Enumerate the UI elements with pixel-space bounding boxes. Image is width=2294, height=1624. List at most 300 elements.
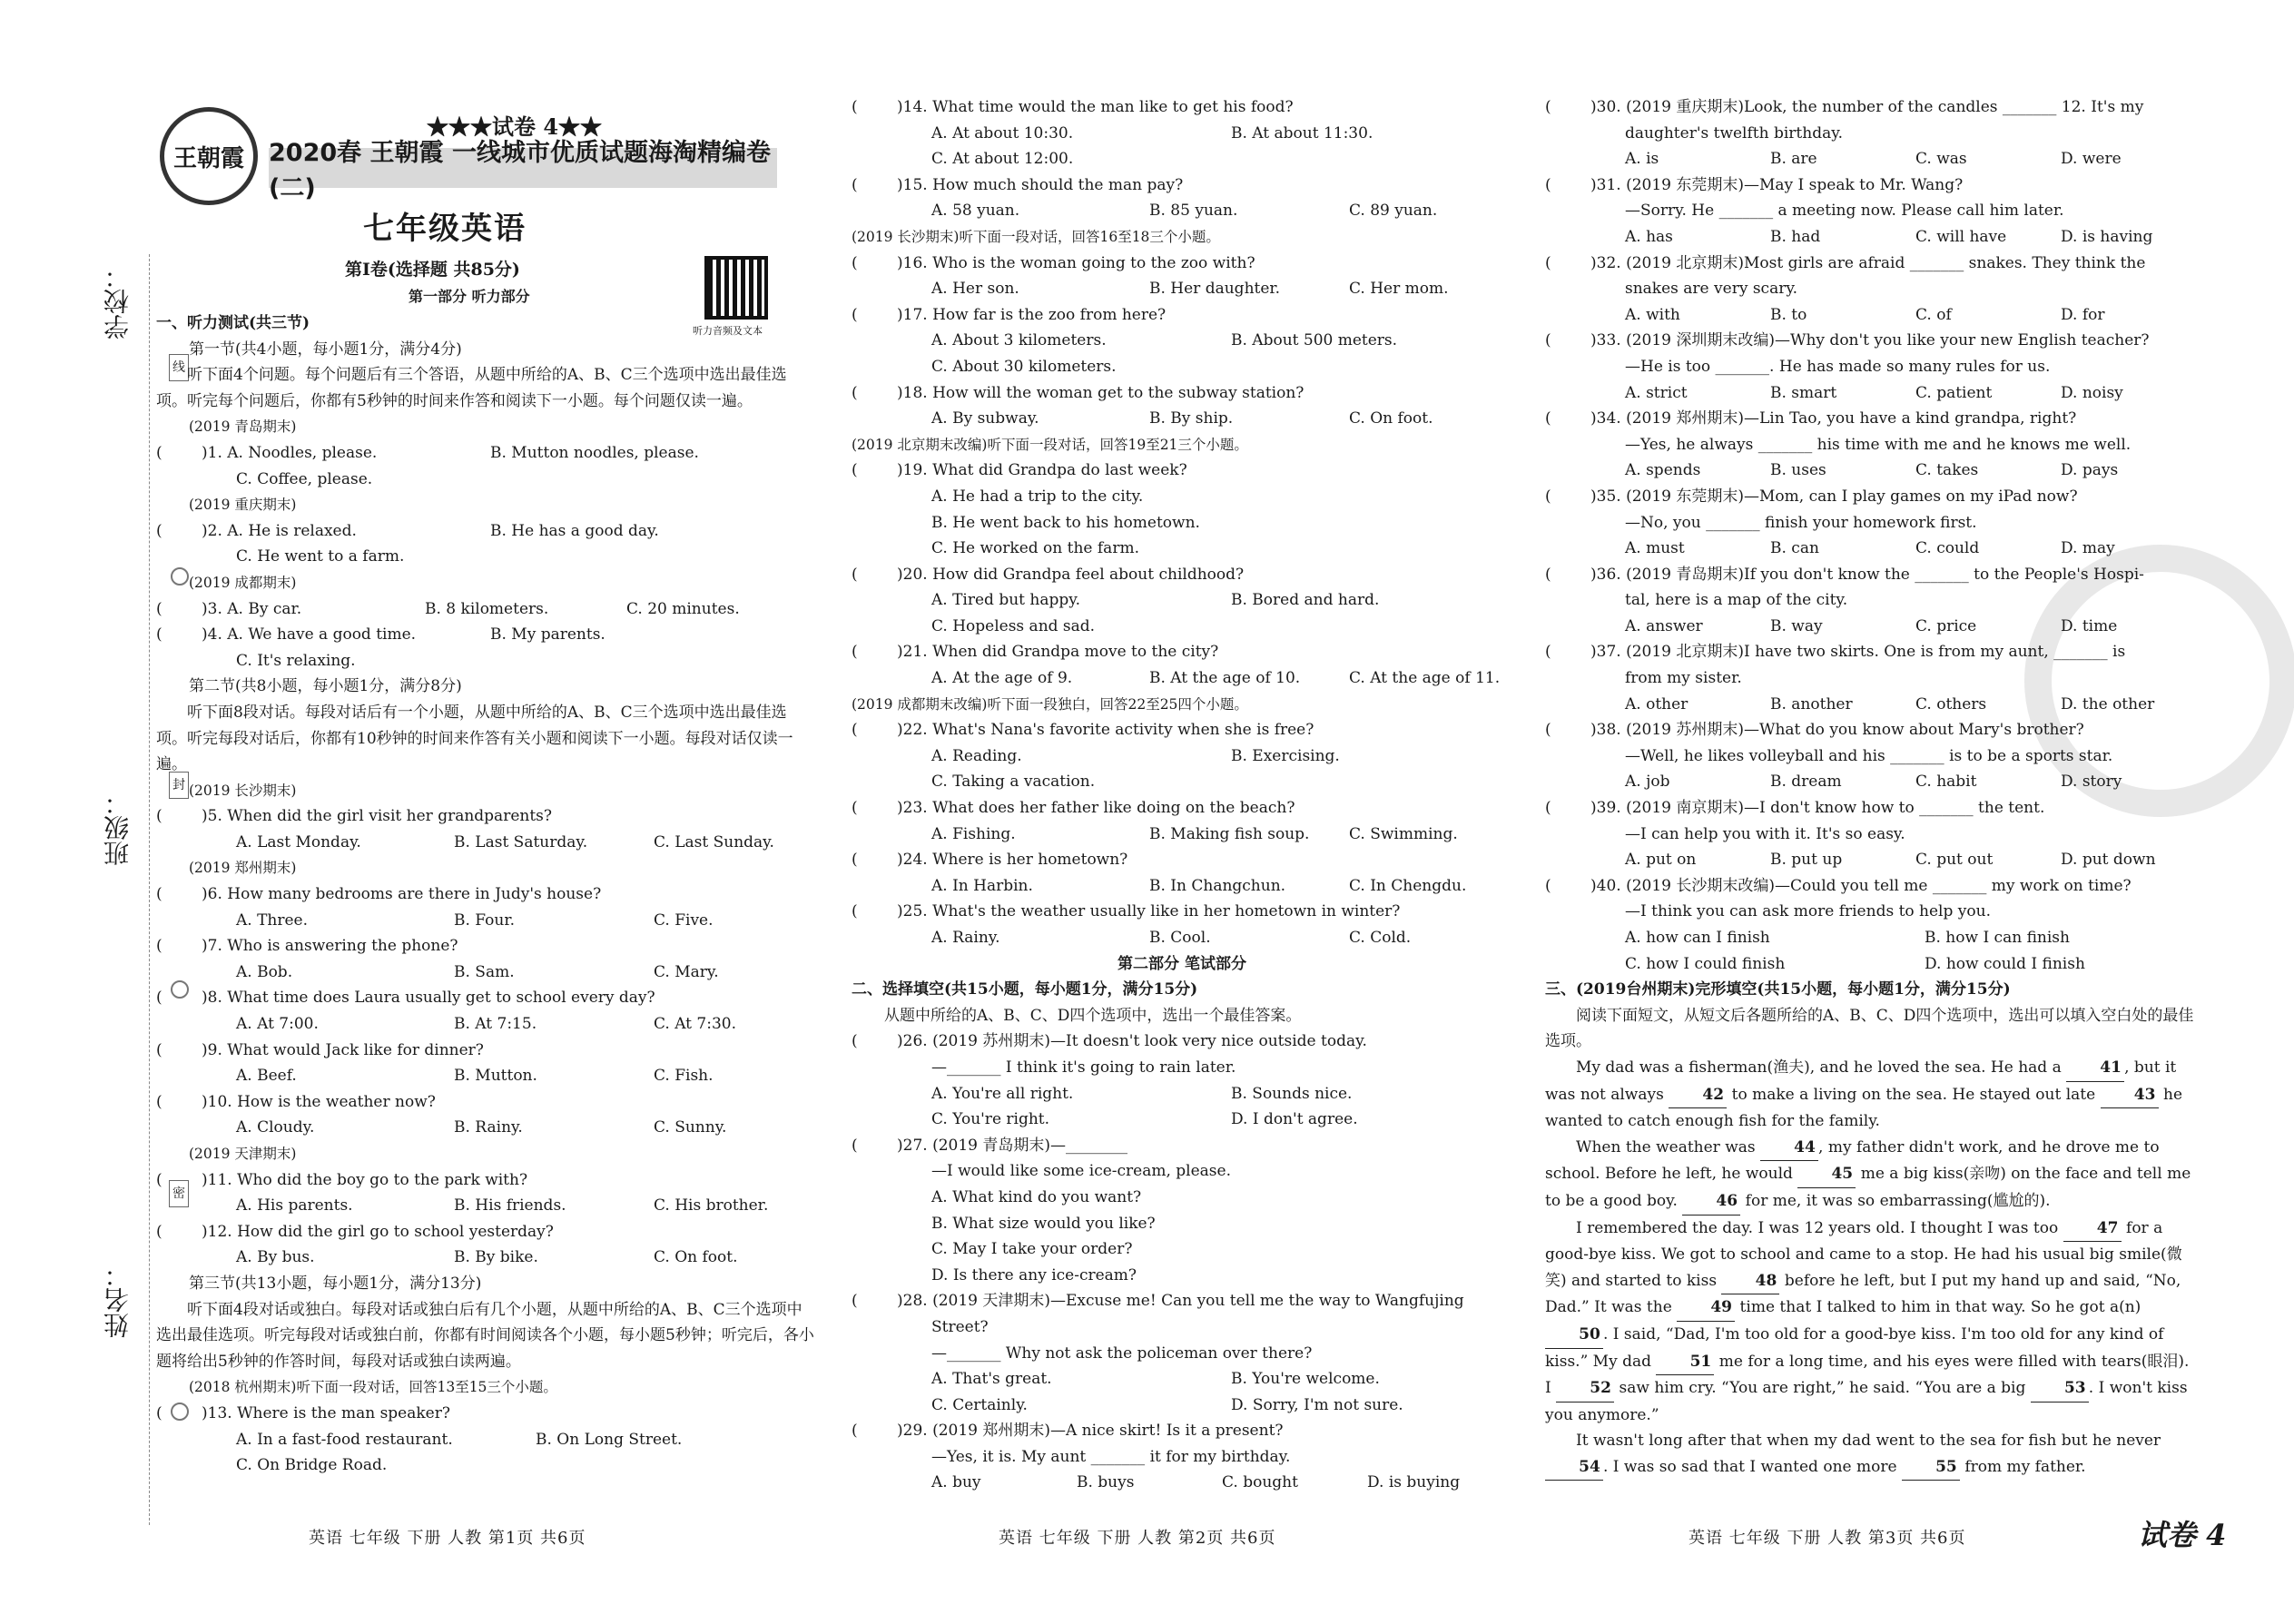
options-row — [1545, 692, 2199, 718]
option-text: A. Her son. — [931, 280, 1019, 299]
cloze-blank[interactable]: 52 — [1556, 1375, 1614, 1403]
options-row — [1545, 847, 2199, 873]
options-row — [1545, 769, 2199, 795]
question-text: )8. What time does Laura usually get to school every day? — [202, 989, 655, 1008]
instruction-line: 第三节(共13小题，每小题1分，满分13分) — [189, 1274, 482, 1293]
option-line: —I think you can ask more friends to help you. — [1625, 902, 1991, 921]
answer-blank[interactable]: ( — [156, 1040, 162, 1059]
answer-blank[interactable]: ( — [1545, 409, 1551, 428]
answer-blank[interactable]: ( — [1545, 721, 1551, 740]
exam-tag: ★★★试卷 4★★ — [427, 113, 603, 140]
cloze-blank[interactable]: 48 — [1721, 1268, 1779, 1295]
cloze-text: , my father didn't work, and he drove me to school. Before he left, he would — [1545, 1137, 2160, 1184]
option-line: tal, here is a map of the city. — [1625, 591, 1848, 610]
question-row — [852, 302, 1512, 329]
answer-blank[interactable]: ( — [852, 461, 858, 480]
options-row — [852, 1107, 1512, 1133]
option-text: B. to — [1770, 305, 1807, 324]
question-text: )24. Where is her hometown? — [897, 851, 1128, 870]
question-text: )29. (2019 郑州期末)—A nice skirt! Is it a present? — [897, 1422, 1284, 1441]
question-row — [852, 1418, 1512, 1444]
answer-blank[interactable]: ( — [852, 1292, 858, 1311]
option-text: B. how I can finish — [1925, 929, 2070, 947]
option-text: B. Sounds nice. — [1231, 1084, 1353, 1103]
option-text: A. Cloudy. — [236, 1118, 315, 1137]
question-row — [156, 1219, 817, 1245]
seal-mark-1: 线 — [169, 354, 189, 381]
option-text: B. buys — [1077, 1473, 1135, 1492]
option-line: C. Taking a vacation. — [931, 773, 1096, 792]
option-text: C. Fish. — [654, 1067, 714, 1086]
option-text: C. At 7:30. — [654, 1015, 737, 1034]
option-text: C. On foot. — [1349, 409, 1433, 428]
answer-blank[interactable]: ( — [156, 1092, 162, 1111]
question-text: )39. (2019 南京期末)—I don't know how to _______ the tent. — [1590, 799, 2045, 818]
option-line: —Well, he likes volleyball and his _______ is to be a sports star. — [1625, 746, 2113, 765]
options-row — [852, 587, 1512, 614]
options-row — [852, 1393, 1512, 1419]
school-label: 学校： — [103, 263, 133, 340]
column-2 — [852, 94, 1512, 1496]
option-line: Street? — [931, 1317, 989, 1336]
answer-blank[interactable]: ( — [156, 1222, 162, 1241]
cloze-text: for a good-bye kiss. We got to school and came to a stop. He had his usual big smile(微笑) and started to kiss — [1545, 1218, 2182, 1290]
cloze-text: from my father. — [1959, 1457, 2086, 1476]
option-text: C. Certainly. — [931, 1395, 1028, 1414]
option-text: C. 20 minutes. — [626, 599, 740, 618]
option-line: C. On Bridge Road. — [236, 1456, 388, 1475]
option-text: B. At 7:15. — [454, 1015, 537, 1034]
cloze-blank[interactable]: 51 — [1656, 1349, 1714, 1376]
option-text: B. 8 kilometers. — [425, 599, 549, 618]
cloze-blank[interactable]: 50 — [1545, 1322, 1603, 1349]
class-label: 班级： — [103, 790, 133, 866]
page-footer-2: 英语 七年级 下册 人教 第2页 共6页 — [999, 1529, 1276, 1548]
question-row — [156, 803, 817, 830]
answer-blank[interactable]: ( — [852, 175, 858, 194]
options-row — [156, 1427, 817, 1453]
question-text: )26. (2019 苏州期末)—It doesn't look very nice outside today. — [897, 1032, 1367, 1051]
qr-caption: 听力音频及文本 — [693, 325, 763, 337]
option-text: B. way — [1770, 616, 1823, 635]
answer-blank[interactable]: ( — [1545, 175, 1551, 194]
cloze-text: before he left, but I put my hand up and said, “No, Dad.” It was the — [1545, 1271, 2181, 1317]
answer-blank[interactable]: ( — [156, 625, 162, 645]
answer-blank[interactable]: ( — [852, 383, 858, 402]
cloze-text: me for a long time, and his eyes were filled with tears(眼泪). I — [1545, 1352, 2190, 1398]
option-text: D. I don't agree. — [1231, 1110, 1358, 1129]
option-text: A. must — [1625, 539, 1685, 558]
question-text: )15. How much should the man pay? — [897, 175, 1184, 194]
question-text: )16. Who is the woman going to the zoo with? — [897, 253, 1255, 272]
question-row — [852, 717, 1512, 743]
options-row — [1545, 224, 2199, 251]
option-text: A. buy — [931, 1473, 981, 1492]
name-label: 姓名： — [103, 1262, 133, 1338]
option-text: A. job — [1625, 773, 1670, 792]
option-line: C. At about 12:00. — [931, 150, 1074, 169]
cloze-text: . I won't kiss you anymore.” — [1545, 1379, 2188, 1424]
question-row — [852, 562, 1512, 588]
page-footer-3: 英语 七年级 下册 人教 第3页 共6页 — [1689, 1529, 1966, 1548]
instruction-paragraph: 听下面4段对话或独白。每段对话或独白后有几个小题，从题中所给的A、B、C三个选项中选出最佳选项。听完每段对话或独白前，你都有时间阅读各个小题，每小题5秒钟；听完后，各小题将给出5秒钟的作答时间，每段对话或独白读两遍。 — [156, 1300, 814, 1371]
answer-blank[interactable]: ( — [852, 98, 858, 116]
option-line: from my sister. — [1625, 669, 1742, 688]
option-text: B. are — [1770, 150, 1817, 169]
question-row — [156, 881, 817, 908]
options-row — [852, 822, 1512, 848]
option-text: D. may — [2061, 539, 2115, 558]
options-row — [852, 328, 1512, 354]
option-text: C. 89 yuan. — [1349, 202, 1438, 221]
question-text: )2. A. He is relaxed. — [202, 521, 357, 540]
option-text: A. spends — [1625, 461, 1701, 480]
question-row — [156, 1401, 817, 1427]
options-row — [156, 960, 817, 986]
option-text: C. could — [1915, 539, 1980, 558]
option-text: C. Sunny. — [654, 1118, 727, 1137]
cloze-blank[interactable]: 44 — [1760, 1135, 1818, 1162]
options-row — [156, 1063, 817, 1089]
question-text: )20. How did Grandpa feel about childhood? — [897, 565, 1245, 584]
answer-blank[interactable]: ( — [156, 1170, 162, 1189]
options-row — [156, 1011, 817, 1038]
cloze-blank[interactable]: 41 — [2066, 1055, 2124, 1082]
question-row — [1545, 328, 2199, 354]
option-text: A. Reading. — [931, 746, 1022, 765]
option-text: C. put out — [1915, 851, 1994, 870]
instruction-paragraph: 阅读下面短文，从短文后各题所给的A、B、C、D四个选项中，选出可以填入空白处的最佳选项。 — [1545, 1006, 2194, 1051]
question-text: )30. (2019 重庆期末)Look, the number of the candles _______ 12. It's my — [1590, 98, 2144, 116]
answer-blank[interactable]: ( — [1545, 487, 1551, 506]
option-text: A. Three. — [236, 910, 309, 930]
answer-blank[interactable]: ( — [852, 721, 858, 740]
question-text: )10. How is the weather now? — [202, 1092, 436, 1111]
option-text: D. were — [2061, 150, 2122, 169]
option-text: C. others — [1915, 694, 1987, 714]
cloze-blank[interactable]: 46 — [1682, 1188, 1740, 1216]
instruction-paragraph: 听下面8段对话。每段对话后有一个小题，从题中所给的A、B、C三个选项中选出最佳选项。听完每段对话后，你都有10秒钟的时间来作答有关小题和阅读下一小题。每段对话仅读一遍。 — [156, 703, 793, 774]
option-text: C. Her mom. — [1349, 280, 1449, 299]
seal-mark-2: 封 — [169, 772, 189, 799]
source-note: (2019 北京期末改编)听下面一段对话，回答19至21三个小题。 — [852, 436, 1248, 453]
option-text: B. another — [1770, 694, 1853, 714]
question-text: )23. What does her father like doing on the beach? — [897, 799, 1295, 818]
option-text: B. At about 11:30. — [1231, 123, 1373, 143]
page-footer-1: 英语 七年级 下册 人教 第1页 共6页 — [309, 1529, 586, 1548]
option-text: B. His friends. — [454, 1196, 566, 1216]
answer-blank[interactable]: ( — [852, 305, 858, 324]
question-row — [852, 899, 1512, 925]
question-row — [1545, 639, 2199, 665]
part-title: 第一部分 听力部分 — [409, 288, 530, 305]
cloze-blank[interactable]: 53 — [2031, 1375, 2089, 1403]
option-line: C. About 30 kilometers. — [931, 357, 1117, 376]
question-text: )1. A. Noodles, please. — [202, 443, 378, 462]
answer-blank[interactable]: ( — [852, 643, 858, 662]
options-row — [852, 873, 1512, 900]
question-row — [852, 639, 1512, 665]
question-text: )31. (2019 东莞期末)—May I speak to Mr. Wang? — [1590, 175, 1964, 194]
answer-blank[interactable]: ( — [1545, 643, 1551, 662]
section-heading: 一、听力测试(共三节) — [156, 314, 310, 332]
question-row — [156, 440, 817, 467]
answer-blank[interactable]: ( — [1545, 253, 1551, 272]
option-text: B. About 500 meters. — [1231, 331, 1398, 350]
option-text: A. By subway. — [931, 409, 1039, 428]
option-line: —_______ Why not ask the policeman over there? — [931, 1343, 1313, 1363]
answer-blank[interactable]: ( — [156, 1403, 162, 1422]
option-text: C. Cold. — [1349, 929, 1412, 947]
question-text: )14. What time would the man like to get his food? — [897, 98, 1294, 116]
option-text: B. uses — [1770, 461, 1826, 480]
option-text: C. His brother. — [654, 1196, 769, 1216]
option-text: B. My parents. — [490, 625, 605, 645]
answer-blank[interactable]: ( — [852, 851, 858, 870]
instruction-paragraph: 听下面4个问题。每个问题后有三个答语，从题中所给的A、B、C三个选项中选出最佳选项。听完每个问题后，你都有5秒钟的时间来作答和阅读下一小题。每个问题仅读一遍。 — [156, 366, 787, 410]
option-text: A. with — [1625, 305, 1680, 324]
cloze-text: . I said, “Dad, I'm too old for a good-bye kiss. I'm too old for any kind of kiss.” My dad — [1545, 1324, 2164, 1371]
option-text: B. Bored and hard. — [1231, 591, 1380, 610]
option-text: D. is buying — [1367, 1473, 1461, 1492]
instruction-line: 第二节(共8小题，每小题1分，满分8分) — [189, 677, 462, 696]
option-text: D. Sorry, I'm not sure. — [1231, 1395, 1403, 1414]
option-text: C. bought — [1222, 1473, 1298, 1492]
option-text: A. other — [1625, 694, 1689, 714]
cloze-blank[interactable]: 54 — [1545, 1454, 1603, 1481]
question-row — [852, 1029, 1512, 1055]
option-line: —Yes, it is. My aunt _______ it for my birthday. — [931, 1447, 1291, 1466]
question-text: )36. (2019 青岛期末)If you don't know the _______ to the People's Hospi- — [1590, 565, 2144, 584]
option-text: B. Four. — [454, 910, 516, 930]
option-line: C. Hopeless and sad. — [931, 616, 1096, 635]
cloze-blank[interactable]: 42 — [1669, 1082, 1727, 1109]
option-text: B. Last Saturday. — [454, 832, 588, 851]
options-row — [852, 925, 1512, 951]
question-row — [852, 251, 1512, 277]
option-text: C. of — [1915, 305, 1952, 324]
binding-strip — [54, 254, 185, 1525]
option-line: C. He worked on the farm. — [931, 539, 1139, 558]
cut-line — [149, 254, 150, 1525]
answer-blank[interactable]: ( — [1545, 98, 1551, 116]
option-text: A. Bob. — [236, 962, 293, 981]
options-row — [852, 1470, 1512, 1496]
answer-blank[interactable]: ( — [1545, 876, 1551, 895]
option-text: C. Swimming. — [1349, 824, 1458, 843]
question-text: )12. How did the girl go to school yesterday? — [202, 1222, 554, 1241]
cloze-blank[interactable]: 47 — [2063, 1216, 2122, 1243]
cloze-blank[interactable]: 45 — [1797, 1161, 1856, 1188]
question-row — [852, 1133, 1512, 1159]
option-text: B. Her daughter. — [1149, 280, 1281, 299]
option-line: —He is too _______. He has made so many rules for us. — [1625, 357, 2051, 376]
question-row — [852, 847, 1512, 873]
option-line: B. What size would you like? — [931, 1214, 1156, 1233]
option-text: B. By bike. — [454, 1248, 538, 1267]
question-row — [156, 1167, 817, 1194]
question-row — [1545, 484, 2199, 510]
instruction-line: 从题中所给的A、B、C、D四个选项中，选出一个最佳答案。 — [884, 1006, 1302, 1025]
option-text: B. Making fish soup. — [1149, 824, 1310, 843]
cloze-text: time that I talked to him in that way. So he got a(n) — [1735, 1298, 2141, 1317]
question-text: )27. (2019 青岛期末)—________ — [897, 1136, 1128, 1155]
option-text: C. Mary. — [654, 962, 719, 981]
options-row — [156, 1115, 817, 1141]
answer-blank[interactable]: ( — [1545, 799, 1551, 818]
answer-blank[interactable]: ( — [852, 565, 858, 584]
option-text: C. In Chengdu. — [1349, 876, 1467, 895]
section-heading: 三、(2019台州期末)完形填空(共15小题，每小题1分，满分15分) — [1545, 980, 2011, 999]
option-line: D. Is there any ice-cream? — [931, 1265, 1137, 1284]
volume-title: 第Ⅰ卷(选择题 共85分) — [345, 260, 520, 280]
question-text: )11. Who did the boy go to the park with? — [202, 1170, 528, 1189]
options-row — [852, 1081, 1512, 1107]
option-text: A. has — [1625, 227, 1673, 246]
brand-logo: 王朝霞 — [160, 107, 258, 205]
question-row — [156, 518, 817, 545]
option-text: C. was — [1915, 150, 1967, 169]
option-text: B. can — [1770, 539, 1819, 558]
answer-blank[interactable]: ( — [852, 1422, 858, 1441]
option-text: B. Rainy. — [454, 1118, 523, 1137]
question-row — [852, 380, 1512, 407]
answer-blank[interactable]: ( — [156, 443, 162, 462]
source-note: (2019 天津期末) — [189, 1146, 297, 1162]
option-text: A. answer — [1625, 616, 1703, 635]
cloze-paragraph — [1545, 1135, 2199, 1216]
cloze-paragraph — [1545, 1055, 2199, 1135]
section-heading: 第二部分 笔试部分 — [1117, 954, 1246, 973]
question-row — [1545, 795, 2199, 822]
question-row — [852, 94, 1512, 121]
source-note: (2018 杭州期末)听下面一段对话，回答13至15三个小题。 — [189, 1379, 557, 1396]
options-row — [1545, 536, 2199, 562]
question-text: )34. (2019 郑州期末)—Lin Tao, you have a kind grandpa, right? — [1590, 409, 2077, 428]
question-row — [156, 1038, 817, 1064]
question-row — [156, 596, 817, 623]
option-line: snakes are very scary. — [1625, 280, 1798, 299]
option-text: C. will have — [1915, 227, 2007, 246]
subject-title: 七年级英语 — [363, 211, 527, 247]
answer-blank[interactable]: ( — [852, 253, 858, 272]
question-text: )25. What's the weather usually like in her hometown in winter? — [897, 902, 1401, 921]
cloze-text: It wasn't long after that when my dad went to the sea for fish but he never — [1576, 1432, 2161, 1451]
options-row — [156, 830, 817, 856]
question-text: )9. What would Jack like for dinner? — [202, 1040, 484, 1059]
cloze-blank[interactable]: 49 — [1677, 1294, 1735, 1322]
option-text: D. how could I finish — [1925, 954, 2085, 973]
answer-blank[interactable]: ( — [852, 902, 858, 921]
answer-blank[interactable]: ( — [1545, 565, 1551, 584]
option-text: B. Cool. — [1149, 929, 1211, 947]
answer-blank[interactable]: ( — [852, 799, 858, 818]
cloze-text: . I was so sad that I wanted one more — [1603, 1457, 1902, 1476]
option-text: C. price — [1915, 616, 1977, 635]
source-note: (2019 重庆期末) — [189, 497, 297, 514]
option-text: A. At 7:00. — [236, 1015, 319, 1034]
option-text: A. Last Monday. — [236, 832, 361, 851]
option-line: —_______ I think it's going to rain later. — [931, 1058, 1236, 1077]
answer-blank[interactable]: ( — [156, 521, 162, 540]
option-text: B. Mutton. — [454, 1067, 537, 1086]
question-text: )6. How many bedrooms are there in Judy's house? — [202, 885, 602, 904]
cloze-text: When the weather was — [1576, 1137, 1761, 1156]
option-text: B. Sam. — [454, 962, 515, 981]
options-row — [1545, 458, 2199, 484]
option-text: A. At the age of 9. — [931, 669, 1073, 688]
question-text: )4. A. We have a good time. — [202, 625, 417, 645]
option-text: D. pays — [2061, 461, 2119, 480]
option-text: A. 58 yuan. — [931, 202, 1020, 221]
option-text: A. strict — [1625, 383, 1688, 402]
question-row — [1545, 873, 2199, 900]
options-row — [1545, 925, 2199, 951]
option-line: C. May I take your order? — [931, 1240, 1133, 1259]
source-note: (2019 青岛期末) — [189, 418, 297, 436]
option-text: B. had — [1770, 227, 1821, 246]
question-row — [1545, 406, 2199, 432]
cloze-text: I remembered the day. I was 12 years old. I thought I was too — [1576, 1218, 2063, 1237]
option-text: A. His parents. — [236, 1196, 353, 1216]
answer-blank[interactable]: ( — [156, 885, 162, 904]
question-row — [156, 1089, 817, 1116]
question-text: )7. Who is answering the phone? — [202, 937, 458, 956]
option-text: A. put on — [1625, 851, 1697, 870]
answer-blank[interactable]: ( — [852, 1032, 858, 1051]
question-row — [1545, 717, 2199, 743]
options-row — [852, 665, 1512, 692]
option-text: C. Five. — [654, 910, 714, 930]
instruction-line: 第一节(共4小题，每小题1分，满分4分) — [189, 340, 462, 359]
question-text: )18. How will the woman get to the subway station? — [897, 383, 1305, 402]
answer-blank[interactable]: ( — [1545, 331, 1551, 350]
cloze-blank[interactable]: 55 — [1902, 1454, 1960, 1481]
question-text: )35. (2019 东莞期末)—Mom, can I play games on my iPad now? — [1590, 487, 2078, 506]
question-row — [156, 985, 817, 1011]
answer-blank[interactable]: ( — [156, 807, 162, 826]
option-text: B. put up — [1770, 851, 1843, 870]
exam-badge: 试卷 4 — [2138, 1518, 2227, 1552]
option-line: —I would like some ice-cream, please. — [931, 1162, 1231, 1181]
answer-blank[interactable]: ( — [156, 937, 162, 956]
answer-blank[interactable]: ( — [156, 989, 162, 1008]
question-text: )3. A. By car. — [202, 599, 302, 618]
option-text: A. Fishing. — [931, 824, 1016, 843]
option-line: A. What kind do you want? — [931, 1187, 1142, 1206]
question-row — [156, 933, 817, 960]
option-text: A. is — [1625, 150, 1659, 169]
option-text: B. In Changchun. — [1149, 876, 1286, 895]
cloze-blank[interactable]: 43 — [2101, 1082, 2159, 1109]
option-text: C. At the age of 11. — [1349, 669, 1501, 688]
option-text: A. About 3 kilometers. — [931, 331, 1107, 350]
answer-blank[interactable]: ( — [156, 599, 162, 618]
source-note: (2019 成都期末改编)听下面一段独白，回答22至25四个小题。 — [852, 695, 1248, 713]
question-text: )32. (2019 北京期末)Most girls are afraid _______ snakes. They think the — [1590, 253, 2146, 272]
options-row — [156, 1245, 817, 1271]
question-text: )5. When did the girl visit her grandparents? — [202, 807, 553, 826]
options-row — [852, 198, 1512, 224]
option-text: C. takes — [1915, 461, 1979, 480]
question-row — [1545, 94, 2199, 121]
answer-blank[interactable]: ( — [852, 1136, 858, 1155]
option-text: C. habit — [1915, 773, 1977, 792]
options-row — [156, 1193, 817, 1219]
column-3 — [1545, 94, 2199, 1481]
option-text: D. time — [2061, 616, 2118, 635]
question-row — [852, 1288, 1512, 1314]
